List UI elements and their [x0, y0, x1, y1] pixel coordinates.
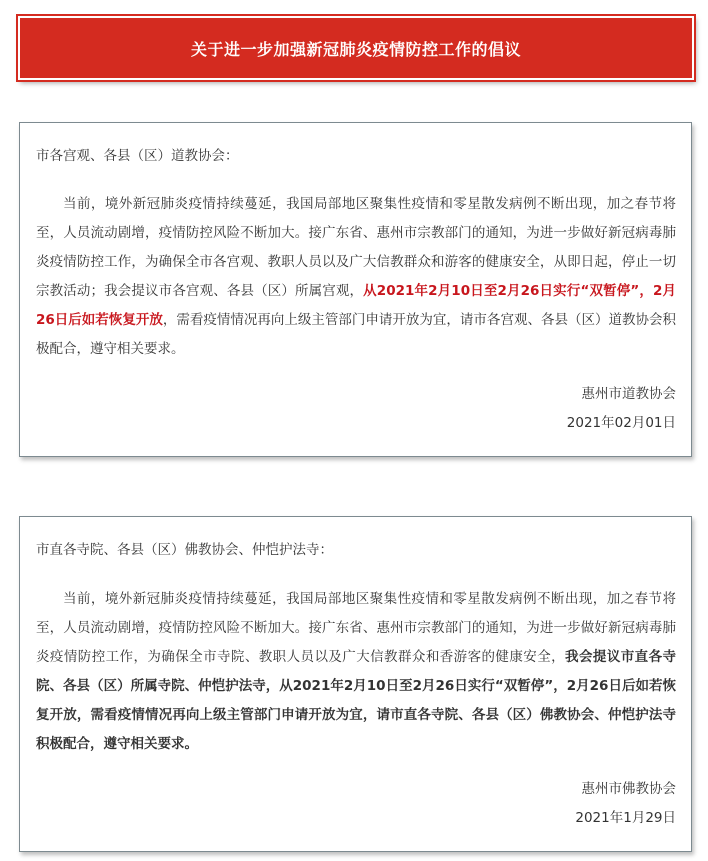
notice-greeting: 市各宫观、各县（区）道教协会： — [36, 148, 239, 164]
notice-body-highlight: 从2021年2月10日至2月26日实行“双暂停”，2月26日后如若恢复开放 — [36, 283, 677, 328]
notice-signature: 惠州市道教协会 — [581, 386, 676, 402]
notice-greeting: 市直各寺院、各县（区）佛教协会、仲恺护法寺： — [36, 542, 333, 558]
notice-signature: 惠州市佛教协会 — [581, 781, 676, 797]
notice-body — [36, 585, 676, 759]
notice-body-bold: 我会提议市直各寺院、各县（区）所属寺院、仲恺护法寺，从2021年2月10日至2月26日实行“双暂停”，2月26日后如若恢复开放，需看疫情情况再向上级主管部门申请开放为宜，请市直各寺院、各县（区）佛教协会、仲恺护法寺积极配合，遵守相关要求。 — [36, 649, 677, 752]
notice-body — [36, 190, 676, 364]
notice-date: 2021年02月01日 — [566, 415, 676, 431]
notice-body-text: 当前，境外新冠肺炎疫情持续蔓延，我国局部地区聚集性疫情和零星散发病例不断出现，加之春节将至，人员流动剧增，疫情防控风险不断加大。接广东省、惠州市宗教部门的通知，为进一步做好新冠病毒肺炎疫情防控工作，为确保全市各宫观、教职人员以及广大信教群众和游客的健康安全，从即日起，停止一切宗教活动；我会提议市各宫观、各县（区）所属宫观， — [36, 196, 676, 299]
notice-date: 2021年1月29日 — [575, 810, 676, 826]
page-title: 关于进一步加强新冠肺炎疫情防控工作的倡议 — [190, 39, 521, 59]
notice-body-text-end: ，需看疫情情况再向上级主管部门申请开放为宜，请市各宫观、各县（区）道教协会积极配合，遵守相关要求。 — [36, 312, 676, 357]
notice-body-text: 当前，境外新冠肺炎疫情持续蔓延，我国局部地区聚集性疫情和零星散发病例不断出现，加之春节将至，人员流动剧增，疫情防控风险不断加大。接广东省、惠州市宗教部门的通知，为进一步做好新冠病毒肺炎疫情防控工作，为确保全市寺院、教职人员以及广大信教群众和香游客的健康安全， — [36, 591, 676, 665]
notice-card-taoist — [19, 122, 692, 457]
title-banner — [18, 16, 694, 80]
notice-card-buddhist — [19, 516, 692, 852]
